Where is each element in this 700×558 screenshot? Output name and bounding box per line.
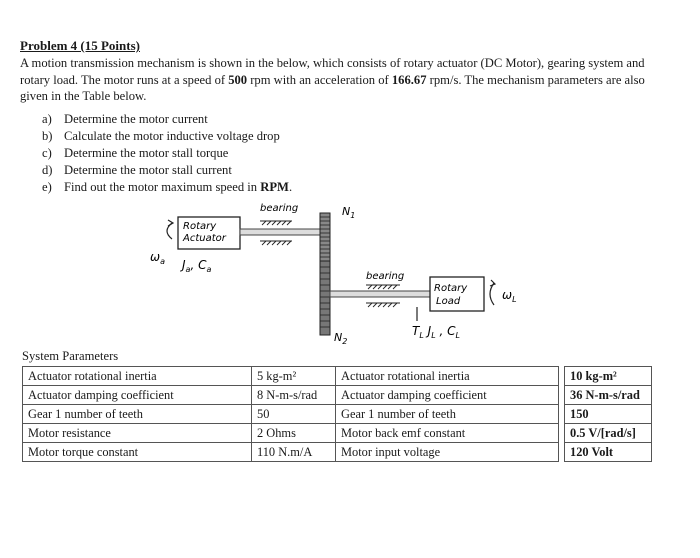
omega-a-label: $\omega_a$ bbox=[150, 250, 165, 266]
input-shaft bbox=[240, 229, 320, 235]
acceleration-value: 166.67 bbox=[391, 72, 427, 87]
question-b: b) Calculate the motor inductive voltage drop bbox=[42, 129, 280, 143]
tl-jl-cl-label: $T_L$ $J_L$ , $C_L$ bbox=[412, 324, 460, 340]
question-list bbox=[42, 111, 292, 196]
rotary-load-label-2: Load bbox=[436, 296, 461, 307]
intro-text-3: rpm/s. The mechanism parameters are also given in the Table below. bbox=[20, 72, 645, 103]
problem-title: Problem 4 (15 Points) bbox=[20, 38, 140, 53]
mechanism-diagram bbox=[120, 195, 540, 345]
n1-label: $N_1$ bbox=[342, 205, 356, 220]
intro-text-2: rpm with an acceleration of bbox=[247, 72, 392, 87]
bearing-right-label: bearing bbox=[366, 271, 405, 282]
system-parameters-title: System Parameters bbox=[22, 349, 119, 363]
rotary-actuator-label-2: Actuator bbox=[183, 233, 226, 244]
problem-intro bbox=[20, 55, 670, 105]
table-row: Motor resistance 2 Ohms Motor back emf constant 0.5 V/[rad/s] bbox=[23, 424, 652, 443]
table-row: Actuator rotational inertia 5 kg-m² Actuator rotational inertia 10 kg-m² bbox=[23, 367, 652, 386]
question-d: d) Determine the motor stall current bbox=[42, 163, 232, 177]
bearing-top-lower-hatch bbox=[262, 241, 291, 245]
table-row: Actuator damping coefficient 8 N-m-s/rad Actuator damping coefficient 36 N-m-s/rad bbox=[23, 386, 652, 405]
bearing-right-lower-hatch bbox=[368, 303, 397, 307]
n2-label: $N_2$ bbox=[334, 331, 348, 345]
rotary-load-label-1: Rotary bbox=[434, 283, 468, 294]
question-c: c) Determine the motor stall torque bbox=[42, 146, 229, 160]
speed-value: 500 bbox=[228, 72, 248, 87]
question-a: a) Determine the motor current bbox=[42, 112, 208, 126]
rotary-actuator-label-1: Rotary bbox=[183, 221, 217, 232]
table-row: Gear 1 number of teeth 50 Gear 1 number of teeth 150 bbox=[23, 405, 652, 424]
omega-l-label: $\omega_L$ bbox=[502, 288, 517, 304]
bearing-top-label: bearing bbox=[260, 203, 299, 214]
output-shaft bbox=[330, 291, 430, 297]
intro-text-1: A motion transmission mechanism is shown in the below, which consists of rotary actuator (DC Motor), gearing system and rotary load. The motor runs at a speed of bbox=[20, 56, 645, 87]
ja-ca-label: $J_a$, $C_a$ bbox=[182, 258, 212, 274]
bearing-right-hatch bbox=[368, 285, 397, 289]
question-e: e) Find out the motor maximum speed in RPM. bbox=[42, 180, 293, 194]
table-row: Motor torque constant 110 N.m/A Motor input voltage 120 Volt bbox=[23, 443, 652, 462]
gear-2 bbox=[320, 261, 330, 335]
parameters-table bbox=[22, 366, 652, 462]
bearing-top-hatch bbox=[262, 221, 291, 225]
